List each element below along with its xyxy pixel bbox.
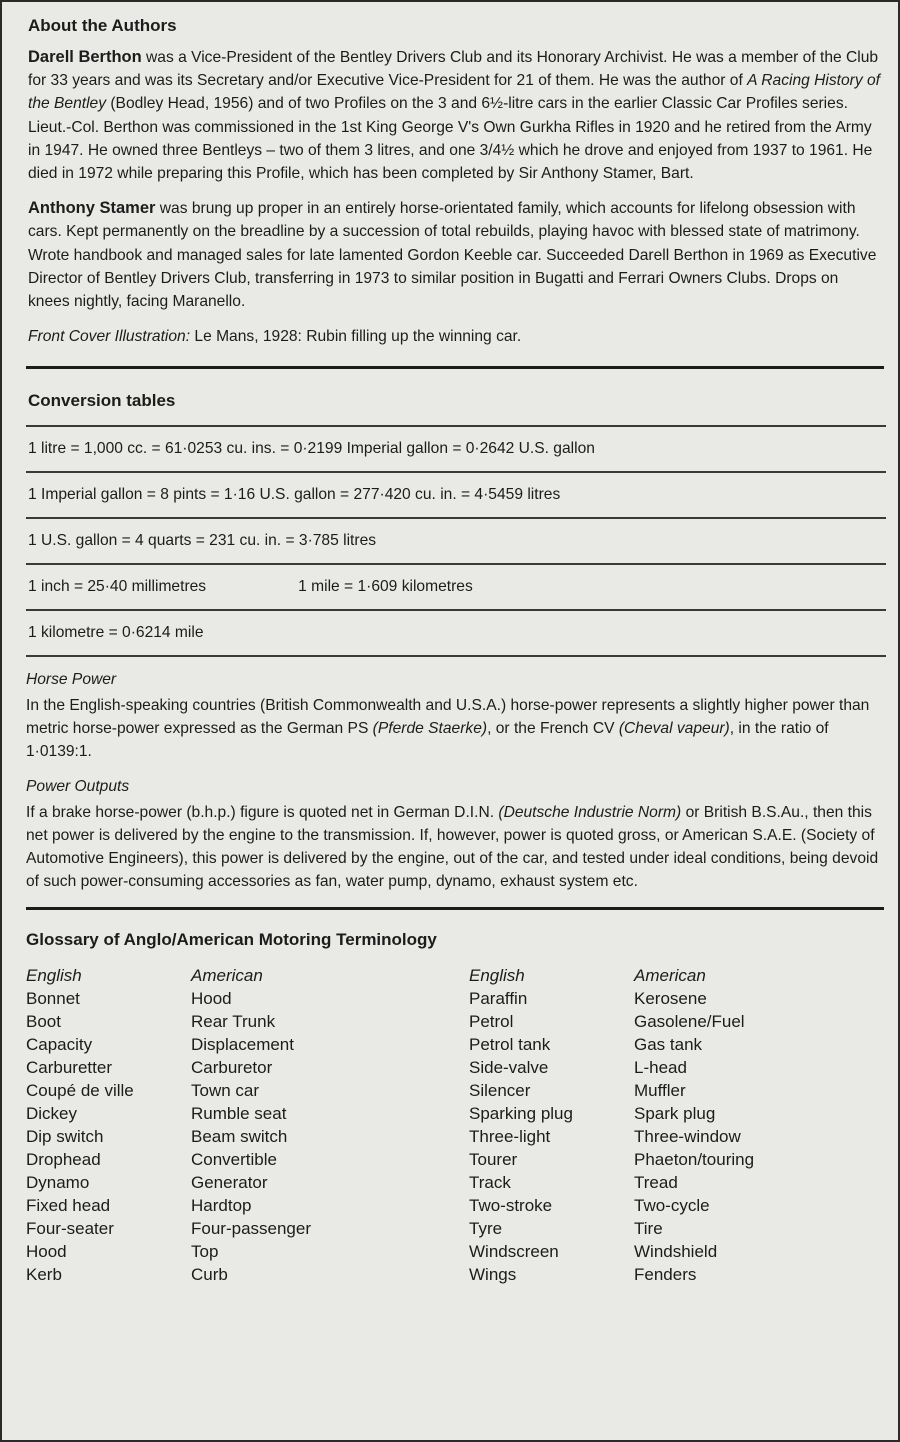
bio-berthon-name: Darell Berthon — [28, 48, 142, 66]
bio-berthon — [28, 46, 880, 185]
conversion-row-imperial-gallon: 1 Imperial gallon = 8 pints = 1·16 U.S. gallon = 277·420 cu. in. = 4·5459 litres — [28, 485, 561, 503]
glossary-term: Tire — [634, 1219, 663, 1239]
bio-stamer-name: Anthony Stamer — [28, 199, 156, 218]
glossary-term: Beam switch — [191, 1127, 288, 1147]
glossary-term: Tyre — [469, 1219, 503, 1239]
glossary-column-english-2 — [469, 964, 573, 1286]
glossary-term: Tourer — [469, 1150, 518, 1170]
bio-stamer — [28, 197, 880, 313]
table-rule — [26, 655, 886, 657]
power-outputs-heading: Power Outputs — [26, 777, 130, 795]
glossary-term: Hood — [191, 989, 232, 1009]
glossary-term: Two-cycle — [634, 1196, 710, 1216]
conversion-row-us-gallon: 1 U.S. gallon = 4 quarts = 231 cu. in. = 3·785 litres — [28, 531, 377, 549]
glossary-term: Town car — [191, 1081, 260, 1101]
glossary-term: Carburetor — [191, 1058, 273, 1078]
power-outputs-text-a: If a brake horse-power (b.h.p.) figure is quoted net in German D.I.N. — [26, 803, 499, 821]
glossary-column-american-2 — [634, 964, 754, 1286]
glossary-table — [26, 964, 880, 1284]
glossary-column-american-1 — [191, 964, 311, 1286]
conversion-mile: 1 mile = 1·609 kilometres — [298, 577, 473, 595]
glossary-term: Three-window — [634, 1127, 741, 1147]
horse-power-heading: Horse Power — [26, 670, 117, 688]
glossary-term: Tread — [634, 1173, 678, 1193]
bio-berthon-text-b: (Bodley Head, 1956) and of two Profiles on the 3 and 6½-litre cars in the earlier Classic Car Profiles series. Lieut.-Col. Berthon was commissioned in the 1st King George V's Own Gurkha Rifles in 1920 and he retired from the Army in 1947. He owned three Bentleys – two of them 3 litres, and one 3/4½ which he drove and enjoyed from 1937 to 1961. He died in 1972 while preparing this Profile, which has been completed by Sir Anthony Stamer, Bart. — [28, 95, 873, 183]
horse-power-cv: (Cheval vapeur) — [618, 720, 730, 738]
glossary-term: Muffler — [634, 1081, 686, 1101]
glossary-term: Dip switch — [26, 1127, 104, 1147]
glossary-column-header: American — [634, 966, 706, 986]
cover-caption — [28, 325, 880, 348]
conversion-row-length — [26, 565, 880, 610]
glossary-term: Rear Trunk — [191, 1012, 276, 1032]
glossary-term: Two-stroke — [469, 1196, 553, 1216]
bio-stamer-text: was brung up proper in an entirely horse-orientated family, which accounts for lifelong obsession with cars. Kept permanently on the breadline by a succession of total rebuilds, playing havoc with blessed state of matrimony. Wrote handbook and managed sales for late lamented Gordon Keeble car. Succeeded Darell Berthon in 1969 as Executive Director of Bentley Drivers Club, transferring in 1973 to similar position in Bugatti and Ferrari Owners Clubs. Drops on knees nightly, facing Maranello. — [28, 200, 877, 311]
glossary-term: Displacement — [191, 1035, 294, 1055]
glossary-term: Fixed head — [26, 1196, 111, 1216]
conversion-heading: Conversion tables — [28, 391, 176, 411]
cover-caption-text: Le Mans, 1928: Rubin filling up the winning car. — [190, 328, 522, 346]
glossary-term: Petrol — [469, 1012, 514, 1032]
glossary-term: Boot — [26, 1012, 61, 1032]
glossary-term: Kerosene — [634, 989, 707, 1009]
glossary-term: Phaeton/touring — [634, 1150, 755, 1170]
glossary-term: Coupé de ville — [26, 1081, 134, 1101]
glossary-term: Petrol tank — [469, 1035, 551, 1055]
glossary-column-english-1 — [26, 964, 134, 1286]
glossary-term: Silencer — [469, 1081, 531, 1101]
bio-berthon-book-title: A Racing History of the Bentley — [28, 72, 881, 113]
glossary-term: Drophead — [26, 1150, 101, 1170]
horse-power-text-b: , or the French CV — [487, 720, 619, 738]
power-outputs-text-b: or British B.S.Au., then this net power is delivered by the engine to the transmission. If, however, power is quoted gross, or American S.A.E. (Society of Automotive Engineers), this power is delivered by the engine, out of the car, and tested under ideal conditions, being devoid of such power-consuming accessories as fan, water pump, dynamo, exhaust system etc. — [26, 803, 879, 891]
glossary-term: Four-seater — [26, 1219, 114, 1239]
glossary-term: Sparking plug — [469, 1104, 573, 1124]
glossary-term: Hood — [26, 1242, 67, 1262]
glossary-term: Paraffin — [469, 989, 528, 1009]
horse-power-ps: (Pferde Staerke) — [372, 720, 488, 738]
glossary-term: Windscreen — [469, 1242, 559, 1262]
glossary-term: Curb — [191, 1265, 228, 1285]
glossary-term: Four-passenger — [191, 1219, 312, 1239]
glossary-term: L-head — [634, 1058, 687, 1078]
section-divider — [26, 366, 884, 369]
glossary-column-header: English — [469, 966, 525, 986]
bio-berthon-text-a: was a Vice-President of the Bentley Drivers Club and its Honorary Archivist. He was a member of the Club for 33 years and was its Secretary and/or Executive Vice-President for 21 of them. He was the author of — [28, 49, 879, 90]
glossary-column-header: English — [26, 966, 82, 986]
glossary-heading: Glossary of Anglo/American Motoring Terminology — [26, 930, 437, 950]
glossary-column-header: American — [191, 966, 263, 986]
glossary-term: Bonnet — [26, 989, 80, 1009]
glossary-term: Carburetter — [26, 1058, 112, 1078]
glossary-term: Three-light — [469, 1127, 551, 1147]
glossary-term: Windshield — [634, 1242, 718, 1262]
conversion-row-litre: 1 litre = 1,000 cc. = 61·0253 cu. ins. = 0·2199 Imperial gallon = 0·2642 U.S. gallon — [28, 439, 595, 457]
glossary-term: Gasolene/Fuel — [634, 1012, 745, 1032]
glossary-term: Capacity — [26, 1035, 93, 1055]
section-divider — [26, 907, 884, 910]
glossary-term: Side-valve — [469, 1058, 549, 1078]
about-heading: About the Authors — [28, 16, 177, 35]
glossary-term: Rumble seat — [191, 1104, 287, 1124]
glossary-term: Hardtop — [191, 1196, 252, 1216]
glossary-term: Convertible — [191, 1150, 277, 1170]
power-outputs-text — [26, 801, 880, 894]
glossary-term: Top — [191, 1242, 219, 1262]
glossary-term: Gas tank — [634, 1035, 703, 1055]
glossary-term: Spark plug — [634, 1104, 716, 1124]
glossary-term: Wings — [469, 1265, 517, 1285]
glossary-term: Track — [469, 1173, 511, 1193]
glossary-term: Dynamo — [26, 1173, 90, 1193]
conversion-row-kilometre: 1 kilometre = 0·6214 mile — [28, 623, 204, 641]
glossary-term: Kerb — [26, 1265, 62, 1285]
horse-power-text — [26, 694, 880, 764]
glossary-term: Generator — [191, 1173, 268, 1193]
cover-caption-label: Front Cover Illustration: — [28, 328, 191, 346]
horse-power-text-a: In the English-speaking countries (British Commonwealth and U.S.A.) horse-power represents a slightly higher power than metric horse-power expressed as the German PS — [26, 696, 870, 738]
power-outputs-din: (Deutsche Industrie Norm) — [498, 803, 682, 821]
horse-power-text-c: , in the ratio of 1·0139:1. — [26, 720, 829, 761]
conversion-inch: 1 inch = 25·40 millimetres — [28, 577, 207, 595]
glossary-term: Fenders — [634, 1265, 697, 1285]
glossary-term: Dickey — [26, 1104, 78, 1124]
